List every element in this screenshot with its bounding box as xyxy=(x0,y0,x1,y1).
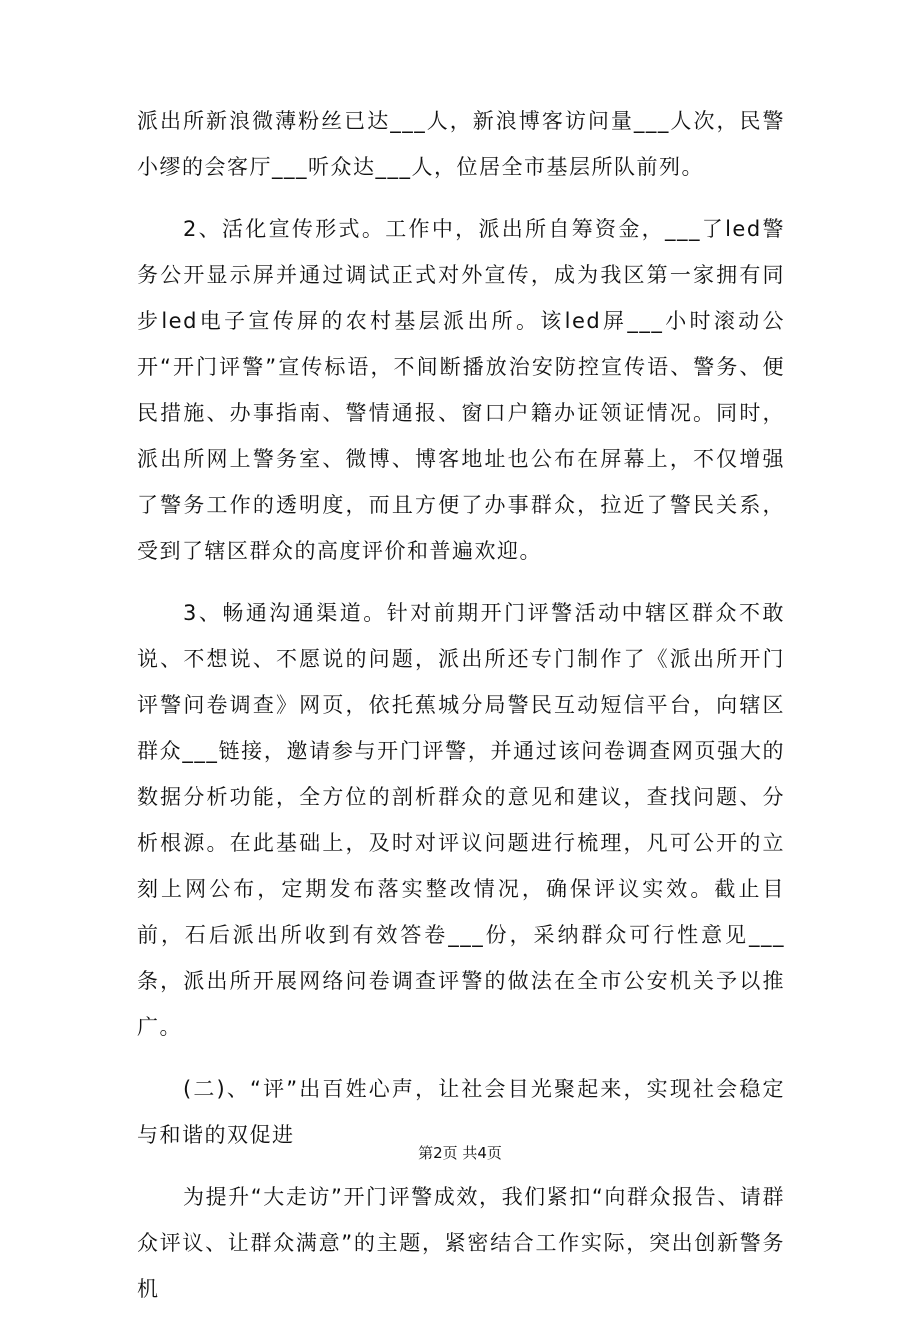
page-number: 第2页 共4页 xyxy=(418,1144,502,1162)
paragraph-5: 为提升“大走访”开门评警成效，我们紧扣“向群众报告、请群众评议、让群众满意”的主题，紧密结合工作实际，突出创新警务机 xyxy=(137,1185,785,1301)
paragraph-1: 派出所新浪微薄粉丝已达___人，新浪博客访问量___人次，民警小缪的会客厅___听众达___人，位居全市基层所队前列。 xyxy=(137,109,785,179)
paragraph-3: 3、畅通沟通渠道。针对前期开门评警活动中辖区群众不敢说、不想说、不愿说的问题，派出所还专门制作了《派出所开门评警问卷调查》网页，依托蕉城分局警民互动短信平台，向辖区群众___链接，邀请参与开门评警，并通过该问卷调查网页强大的数据分析功能，全方位的剖析群众的意见和建议，查找问题、分析根源。在此基础上，及时对评议问题进行梳理，凡可公开的立刻上网公布，定期发布落实整改情况，确保评议实效。截止目前，石后派出所收到有效答卷___份，采纳群众可行性意见___条，派出所开展网络问卷调查评警的做法在全市公安机关予以推广。 xyxy=(137,601,785,1039)
paragraph-4-heading: (二)、“评”出百姓心声，让社会目光聚起来，实现社会稳定与和谐的双促进 xyxy=(137,1077,785,1147)
paragraph-2: 2、活化宣传形式。工作中，派出所自筹资金，___了led警务公开显示屏并通过调试正式对外宣传，成为我区第一家拥有同步led电子宣传屏的农村基层派出所。该led屏___小时滚动公开“开门评警”宣传标语，不间断播放治安防控宣传语、警务、便民措施、办事指南、警情通报、窗口户籍办证领证情况。同时，派出所网上警务室、微博、博客地址也公布在屏幕上，不仅增强了警务工作的透明度，而且方便了办事群众，拉近了警民关系，受到了辖区群众的高度评价和普遍欢迎。 xyxy=(137,217,785,563)
